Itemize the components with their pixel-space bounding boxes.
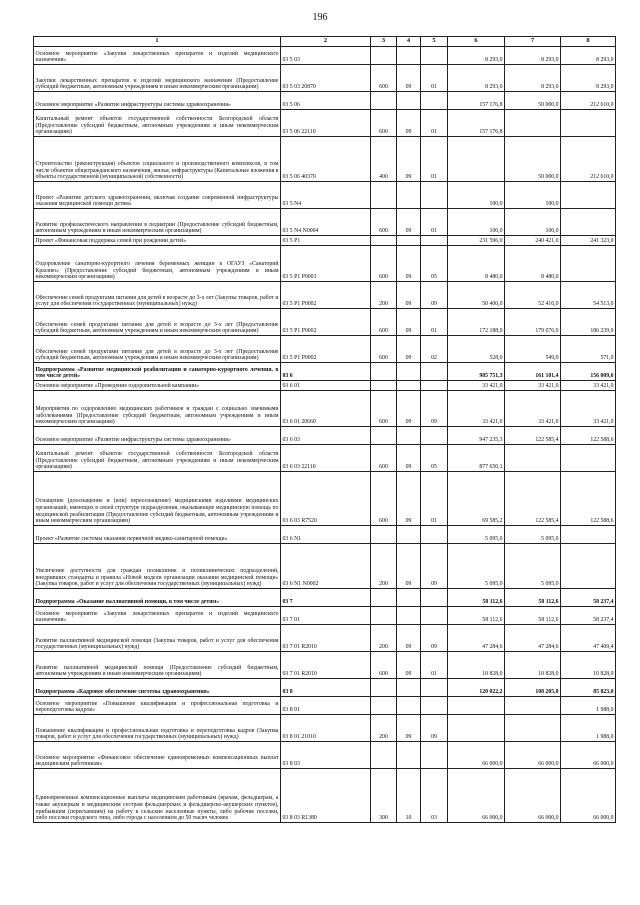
table-row [34, 137, 616, 182]
amount-year-1: 157 176,8 [448, 92, 505, 110]
amount-year-1: 8 480,0 [448, 246, 505, 282]
budget-table [33, 36, 616, 823]
target-article-code: 03 8 01 [281, 697, 371, 715]
amount-year-2: 122 585,4 [505, 472, 561, 526]
expense-type [371, 427, 397, 445]
target-article-code: 03 5 03 [281, 47, 371, 65]
amount-year-3: 47 409,4 [561, 625, 616, 652]
item-name: Развитие профилактического направления в педиатрии (Предоставление субсидий бюджетным, автономным учреждениям и иным некоммерческим организациям) [34, 209, 281, 236]
amount-year-1: 100,0 [448, 209, 505, 236]
column-header: 6 [448, 37, 505, 47]
expense-type [371, 381, 397, 391]
target-article-code: 03 7 [281, 589, 371, 607]
target-article-code: 03 7 01 R2010 [281, 625, 371, 652]
table-row [34, 589, 616, 607]
subsection-code [421, 182, 448, 209]
expense-type: 400 [371, 137, 397, 182]
expense-type [371, 589, 397, 607]
amount-year-2 [505, 445, 561, 472]
table-row [34, 92, 616, 110]
subsection-code: 01 [421, 137, 448, 182]
amount-year-2: 66 000,0 [505, 742, 561, 769]
target-article-code: 03 6 03 22110 [281, 445, 371, 472]
amount-year-3: 85 823,0 [561, 679, 616, 697]
item-name: Проект «Развитие системы оказания первичной медико-санитарной помощи» [34, 526, 281, 544]
amount-year-3: 58 237,4 [561, 589, 616, 607]
subsection-code: 01 [421, 110, 448, 137]
amount-year-3 [561, 544, 616, 589]
amount-year-1: 8 293,0 [448, 65, 505, 92]
subsection-code [421, 381, 448, 391]
amount-year-2: 50 000,0 [505, 92, 561, 110]
amount-year-3 [561, 445, 616, 472]
expense-type [371, 236, 397, 246]
table-row [34, 110, 616, 137]
item-name: Проект «Финансовая поддержка семей при рождении детей» [34, 236, 281, 246]
target-article-code: 03 7 01 [281, 607, 371, 625]
subsection-code [421, 607, 448, 625]
item-name: Основное мероприятие «Повышение квалификации и профессиональная подготовка и переподготовка кадров» [34, 697, 281, 715]
amount-year-2: 66 000,0 [505, 769, 561, 823]
amount-year-2: 161 101,4 [505, 363, 561, 381]
amount-year-2: 8 293,0 [505, 47, 561, 65]
amount-year-3: 8 293,0 [561, 65, 616, 92]
amount-year-2: 549,0 [505, 336, 561, 363]
item-name: Увеличение доступности для граждан поликлиник и поликлинических подразделений, внедривших стандарты и правила «Новой модели организации оказания медицинской помощи» (Закупка товаров, работ и услуг для обеспечения государственных (муниципальных) нужд) [34, 544, 281, 589]
amount-year-1: 69 585,2 [448, 472, 505, 526]
table-row [34, 182, 616, 209]
target-article-code: 03 6 N1 N0002 [281, 544, 371, 589]
expense-type [371, 679, 397, 697]
amount-year-3: 212 610,0 [561, 137, 616, 182]
expense-type [371, 92, 397, 110]
item-name: Обеспечение семей продуктами питания для детей в возрасте до 3-х лет (Закупка товаров, работ и услуг для обеспечения государственных (муниципальных) нужд) [34, 282, 281, 309]
table-row [34, 309, 616, 336]
table-row [34, 236, 616, 246]
amount-year-3 [561, 246, 616, 282]
amount-year-1: 58 112,6 [448, 589, 505, 607]
amount-year-1: 985 751,3 [448, 363, 505, 381]
amount-year-3 [561, 209, 616, 236]
amount-year-2: 240 421,0 [505, 236, 561, 246]
target-article-code: 03 5 P1 P0002 [281, 309, 371, 336]
table-row [34, 526, 616, 544]
section-code [397, 236, 421, 246]
section-code: 09 [397, 137, 421, 182]
amount-year-2: 58 112,6 [505, 607, 561, 625]
table-row [34, 246, 616, 282]
table-row [34, 391, 616, 427]
table-row [34, 742, 616, 769]
expense-type: 200 [371, 625, 397, 652]
expense-type: 300 [371, 769, 397, 823]
section-code [397, 47, 421, 65]
amount-year-1: 877 650,1 [448, 445, 505, 472]
subsection-code: 01 [421, 65, 448, 92]
amount-year-3: 66 000,0 [561, 769, 616, 823]
amount-year-3: 156 009,6 [561, 363, 616, 381]
subsection-code: 05 [421, 246, 448, 282]
column-header: 4 [397, 37, 421, 47]
item-name: Проект «Развитие детского здравоохранения, включая создание современной инфраструктуры оказания медицинской помощи детям» [34, 182, 281, 209]
section-code [397, 697, 421, 715]
item-name: Единовременные компенсационные выплаты медицинским работникам (врачам, фельдшерам, а также акушеркам и медицинским сестрам фельдшерских и фельдшерско-акушерских пунктов), прибывшим (переехавшим) на работу в сельские населенные пункты, либо рабочие поселки, либо поселки городского типа, либо города с населением до 50 тысяч человек [34, 769, 281, 823]
amount-year-1: 157 176,8 [448, 110, 505, 137]
expense-type: 600 [371, 209, 397, 236]
target-article-code: 03 5 06 40370 [281, 137, 371, 182]
expense-type: 200 [371, 282, 397, 309]
amount-year-3: 66 000,0 [561, 742, 616, 769]
amount-year-1: 172 188,0 [448, 309, 505, 336]
expense-type: 600 [371, 309, 397, 336]
item-name: Основное мероприятие «Закупки лекарственных препаратов и изделий медицинского назначения» [34, 47, 281, 65]
amount-year-3: 212 610,0 [561, 92, 616, 110]
expense-type [371, 607, 397, 625]
section-code [397, 363, 421, 381]
subsection-code: 01 [421, 209, 448, 236]
table-row [34, 336, 616, 363]
table-row [34, 544, 616, 589]
amount-year-3: 1 988,0 [561, 715, 616, 742]
amount-year-3: 33 421,0 [561, 391, 616, 427]
item-name: Капитальный ремонт объектов государственной собственности Белгородской области (Предоставление субсидий бюджетным, автономным учреждениям и иным некоммерческим организациям) [34, 110, 281, 137]
section-code [397, 92, 421, 110]
amount-year-1: 33 421,0 [448, 391, 505, 427]
amount-year-2: 5 095,0 [505, 526, 561, 544]
subsection-code: 01 [421, 652, 448, 679]
item-name: Развитие паллиативной медицинской помощи (Предоставление субсидий бюджетным, автономным учреждениям и иным некоммерческим организациям) [34, 652, 281, 679]
amount-year-1 [448, 137, 505, 182]
column-header: 3 [371, 37, 397, 47]
item-name: Строительство (реконструкция) объектов социального и производственного комплексов, в том числе объектов общегражданского назначения, жилья, инфраструктуры (Капитальные вложения в объекты государственной (муниципальной) собственности) [34, 137, 281, 182]
table-row [34, 472, 616, 526]
item-name: Оснащение (дооснащение и (или) переоснащение) медицинскими изделиями медицинских организаций, имеющих в своей структуре подразделения, оказывающие медицинскую помощь по медицинской реабилитации (Предоставление субсидий бюджетным, автономным учреждениям и иным некоммерческим организациям) [34, 472, 281, 526]
amount-year-2: 122 585,4 [505, 427, 561, 445]
section-code: 09 [397, 309, 421, 336]
subsection-code [421, 526, 448, 544]
column-header: 5 [421, 37, 448, 47]
table-row [34, 607, 616, 625]
amount-year-3 [561, 110, 616, 137]
item-name: Оздоровление санаторно-курортного лечения беременных женщин в ОГАУЗ «Санаторий Красиво» (Предоставление субсидий бюджетным, автономным учреждениям и иным некоммерческим организациям) [34, 246, 281, 282]
subsection-code [421, 47, 448, 65]
subsection-code: 09 [421, 715, 448, 742]
subsection-code: 05 [421, 445, 448, 472]
target-article-code: 03 6 03 [281, 427, 371, 445]
item-name: Подпрограмма «Кадровое обеспечение системы здравоохранения» [34, 679, 281, 697]
table-row [34, 65, 616, 92]
item-name: Развитие паллиативной медицинской помощи (Закупка товаров, работ и услуг для обеспечения государственных (муниципальных) нужд) [34, 625, 281, 652]
item-name: Мероприятия по оздоровлению медицинских работников и граждан с социально значимыми заболеваниями (Предоставление субсидий бюджетным, автономным учреждениям и иным некоммерческим организациям) [34, 391, 281, 427]
section-code [397, 742, 421, 769]
amount-year-1: 66 000,0 [448, 742, 505, 769]
amount-year-3: 122 588,6 [561, 427, 616, 445]
subsection-code: 09 [421, 544, 448, 589]
amount-year-1: 10 828,0 [448, 652, 505, 679]
target-article-code: 03 7 01 R2010 [281, 652, 371, 679]
subsection-code [421, 427, 448, 445]
subsection-code: 01 [421, 472, 448, 526]
amount-year-3: 1 988,0 [561, 697, 616, 715]
table-row [34, 47, 616, 65]
target-article-code: 03 5 03 20870 [281, 65, 371, 92]
target-article-code: 03 8 03 [281, 742, 371, 769]
subsection-code [421, 742, 448, 769]
subsection-code [421, 679, 448, 697]
amount-year-3: 54 513,0 [561, 282, 616, 309]
amount-year-3: 58 237,4 [561, 607, 616, 625]
section-code [397, 526, 421, 544]
item-name: Основное мероприятие «Развитие инфраструктуры системы здравоохранения» [34, 92, 281, 110]
amount-year-1 [448, 697, 505, 715]
expense-type: 600 [371, 65, 397, 92]
table-row [34, 652, 616, 679]
item-name: Подпрограмма «Оказание паллиативной помощи, в том числе детям» [34, 589, 281, 607]
column-header: 7 [505, 37, 561, 47]
amount-year-3: 122 588,6 [561, 472, 616, 526]
subsection-code [421, 697, 448, 715]
target-article-code: 03 5 P1 P0001 [281, 246, 371, 282]
subsection-code: 09 [421, 282, 448, 309]
section-code [397, 427, 421, 445]
expense-type [371, 47, 397, 65]
amount-year-2: 58 112,6 [505, 589, 561, 607]
page-number: 196 [312, 12, 328, 23]
subsection-code: 03 [421, 769, 448, 823]
amount-year-1: 5 095,0 [448, 544, 505, 589]
section-code: 09 [397, 391, 421, 427]
section-code: 09 [397, 246, 421, 282]
item-name: Обеспечение семей продуктами питания для детей в возрасте до 3-х лет (Предоставление субсидий бюджетным, автономным учреждениям и иным некоммерческим организациям) [34, 309, 281, 336]
amount-year-1: 100,0 [448, 182, 505, 209]
amount-year-2: 47 284,6 [505, 625, 561, 652]
section-code [397, 589, 421, 607]
table-row [34, 715, 616, 742]
amount-year-2: 52 416,0 [505, 282, 561, 309]
amount-year-3 [561, 182, 616, 209]
expense-type: 600 [371, 652, 397, 679]
amount-year-3: 10 828,0 [561, 652, 616, 679]
table-row [34, 209, 616, 236]
item-name: Закупки лекарственных препаратов и изделий медицинского назначения (Предоставление субсидий бюджетным, автономным учреждениям и иным некоммерческим организациям) [34, 65, 281, 92]
amount-year-3: 186 239,0 [561, 309, 616, 336]
amount-year-3: 571,0 [561, 336, 616, 363]
section-code [397, 381, 421, 391]
item-name: Основное мероприятие «Проведение оздоровительной кампании» [34, 381, 281, 391]
column-header: 8 [561, 37, 616, 47]
section-code [397, 679, 421, 697]
expense-type: 600 [371, 391, 397, 427]
amount-year-1: 120 022,2 [448, 679, 505, 697]
target-article-code: 03 5 P1 P0002 [281, 282, 371, 309]
subsection-code [421, 589, 448, 607]
expense-type [371, 697, 397, 715]
amount-year-2: 179 076,0 [505, 309, 561, 336]
section-code: 09 [397, 445, 421, 472]
amount-year-1: 33 421,0 [448, 381, 505, 391]
target-article-code: 03 5 06 22110 [281, 110, 371, 137]
item-name: Основное мероприятие «Финансовое обеспечение единовременных компенсационных выплат медицинским работникам» [34, 742, 281, 769]
expense-type [371, 182, 397, 209]
table-row [34, 697, 616, 715]
target-article-code: 03 5 N4 N0004 [281, 209, 371, 236]
item-name: Повышение квалификации и профессиональная подготовка и переподготовка кадров (Закупка товаров, работ и услуг для обеспечения государственных (муниципальных) нужд) [34, 715, 281, 742]
target-article-code: 03 6 01 [281, 381, 371, 391]
subsection-code [421, 236, 448, 246]
expense-type [371, 526, 397, 544]
expense-type: 600 [371, 336, 397, 363]
amount-year-2: 100,0 [505, 209, 561, 236]
table-row [34, 625, 616, 652]
expense-type [371, 363, 397, 381]
table-body [34, 47, 616, 823]
amount-year-2: 33 421,0 [505, 381, 561, 391]
amount-year-1: 47 284,6 [448, 625, 505, 652]
amount-year-3: 241 323,0 [561, 236, 616, 246]
amount-year-3: 8 293,0 [561, 47, 616, 65]
section-code: 09 [397, 282, 421, 309]
target-article-code: 03 6 [281, 363, 371, 381]
section-code [397, 182, 421, 209]
target-article-code: 03 5 P1 [281, 236, 371, 246]
header-row [34, 37, 616, 47]
subsection-code: 09 [421, 391, 448, 427]
expense-type: 200 [371, 715, 397, 742]
section-code: 09 [397, 625, 421, 652]
amount-year-1: 947 235,3 [448, 427, 505, 445]
expense-type [371, 742, 397, 769]
amount-year-1 [448, 715, 505, 742]
subsection-code: 09 [421, 625, 448, 652]
amount-year-2: 8 293,0 [505, 65, 561, 92]
amount-year-1: 5 095,0 [448, 526, 505, 544]
table-row [34, 679, 616, 697]
table-row [34, 282, 616, 309]
subsection-code [421, 363, 448, 381]
section-code: 09 [397, 110, 421, 137]
section-code: 09 [397, 652, 421, 679]
item-name: Подпрограмма «Развитие медицинской реабилитации и санаторно-курортного лечения, в том числе детей» [34, 363, 281, 381]
section-code: 09 [397, 472, 421, 526]
section-code: 09 [397, 715, 421, 742]
expense-type: 600 [371, 472, 397, 526]
amount-year-2: 108 205,0 [505, 679, 561, 697]
table-row [34, 427, 616, 445]
section-code: 10 [397, 769, 421, 823]
expense-type: 600 [371, 110, 397, 137]
column-header: 1 [34, 37, 281, 47]
target-article-code: 03 8 01 21010 [281, 715, 371, 742]
expense-type: 600 [371, 445, 397, 472]
amount-year-2: 100,0 [505, 182, 561, 209]
section-code [397, 607, 421, 625]
amount-year-2: 5 095,0 [505, 544, 561, 589]
item-name: Капитальный ремонт объектов государственной собственности Белгородской области (Предоставление субсидий бюджетным, автономным учреждениям и иным некоммерческим организациям) [34, 445, 281, 472]
expense-type: 600 [371, 246, 397, 282]
amount-year-3: 33 421,0 [561, 381, 616, 391]
amount-year-2: 50 000,0 [505, 137, 561, 182]
amount-year-2 [505, 697, 561, 715]
target-article-code: 03 6 01 20660 [281, 391, 371, 427]
section-code: 09 [397, 544, 421, 589]
target-article-code: 03 5 06 [281, 92, 371, 110]
table-row [34, 363, 616, 381]
amount-year-1: 58 112,6 [448, 607, 505, 625]
amount-year-1: 50 400,0 [448, 282, 505, 309]
subsection-code [421, 92, 448, 110]
section-code: 09 [397, 336, 421, 363]
amount-year-2: 33 421,0 [505, 391, 561, 427]
table-row [34, 445, 616, 472]
subsection-code: 01 [421, 309, 448, 336]
target-article-code: 03 5 N4 [281, 182, 371, 209]
amount-year-1: 8 293,0 [448, 47, 505, 65]
amount-year-2 [505, 110, 561, 137]
target-article-code: 03 8 [281, 679, 371, 697]
amount-year-1: 231 596,0 [448, 236, 505, 246]
item-name: Обеспечение семей продуктами питания для детей в возрасте до 3-х лет (Предоставление субсидий бюджетным, автономным учреждениям и иным некоммерческим организациям) [34, 336, 281, 363]
subsection-code: 02 [421, 336, 448, 363]
section-code: 09 [397, 209, 421, 236]
amount-year-2: 10 828,0 [505, 652, 561, 679]
item-name: Основное мероприятие «Развитие инфраструктуры системы здравоохранения» [34, 427, 281, 445]
target-article-code: 03 6 N1 [281, 526, 371, 544]
table-row [34, 381, 616, 391]
table-row [34, 769, 616, 823]
amount-year-1: 528,0 [448, 336, 505, 363]
amount-year-2: 8 480,0 [505, 246, 561, 282]
column-header: 2 [281, 37, 371, 47]
target-article-code: 03 8 03 R1380 [281, 769, 371, 823]
target-article-code: 03 5 P1 P0002 [281, 336, 371, 363]
section-code: 09 [397, 65, 421, 92]
item-name: Основное мероприятие «Закупки лекарственных препаратов и изделий медицинского назначения» [34, 607, 281, 625]
amount-year-1: 66 000,0 [448, 769, 505, 823]
amount-year-3 [561, 526, 616, 544]
target-article-code: 03 6 03 R7520 [281, 472, 371, 526]
expense-type: 200 [371, 544, 397, 589]
amount-year-2 [505, 715, 561, 742]
